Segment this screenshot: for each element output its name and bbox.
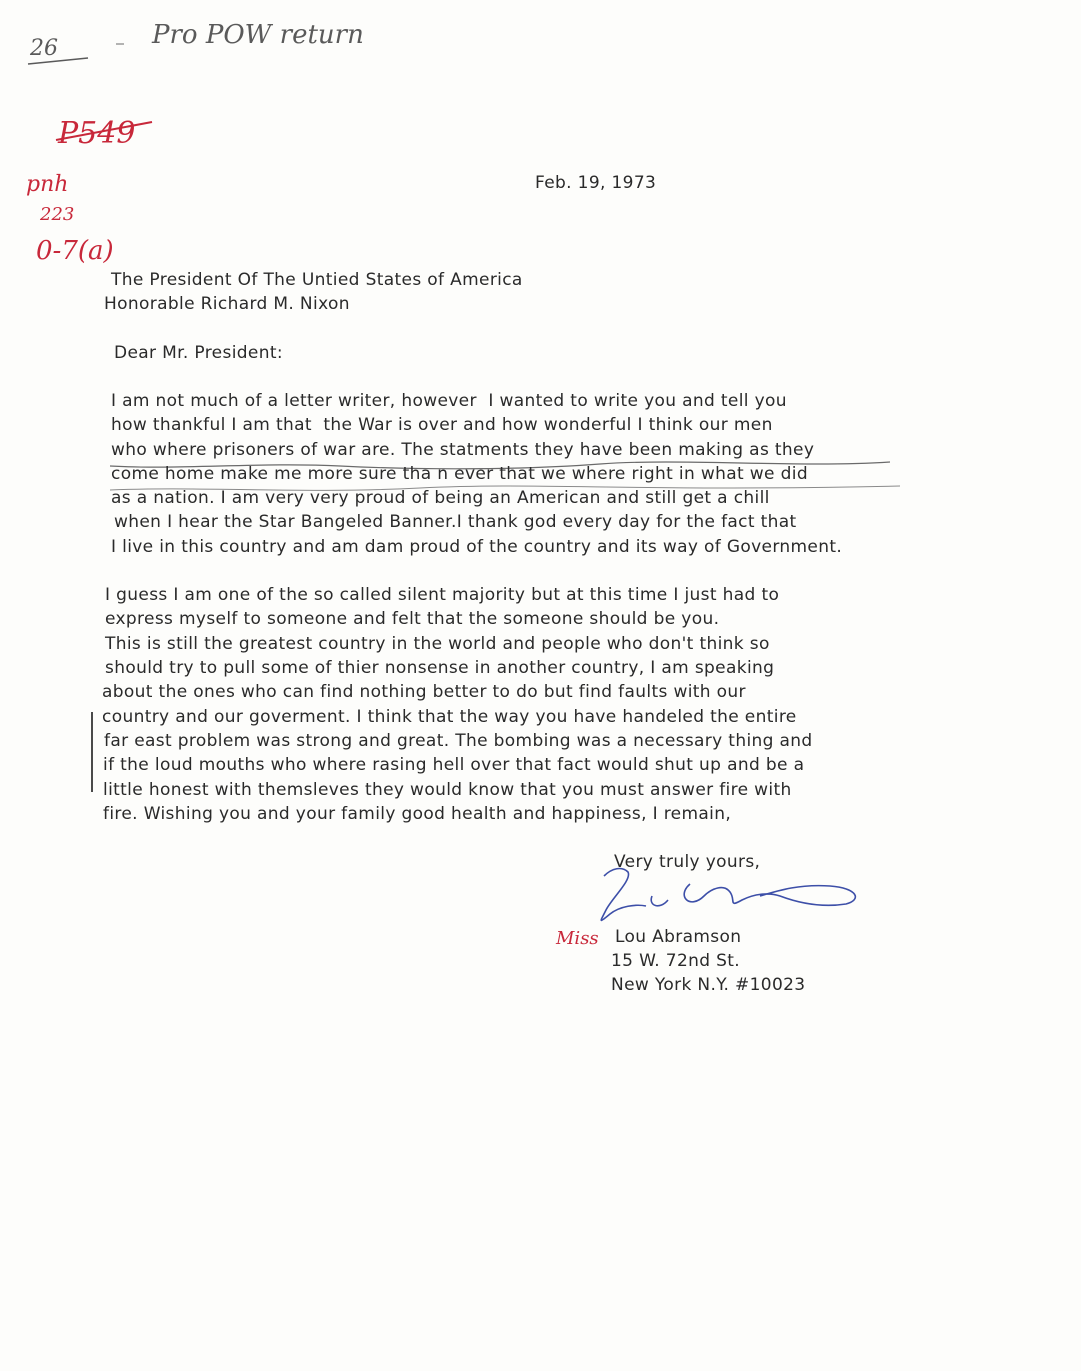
- paragraph-1-line: how thankful I am that the War is over and how wonderful I think our men: [111, 415, 773, 435]
- letter-date: Feb. 19, 1973: [535, 173, 657, 193]
- recipient-line-2: Honorable Richard M. Nixon: [104, 294, 350, 314]
- paragraph-1-line: I live in this country and am dam proud of the country and its way of Government.: [111, 537, 843, 557]
- archive-number-note: 26: [30, 36, 58, 61]
- paragraph-2-line: express myself to someone and felt that the someone should be you.: [105, 609, 720, 629]
- red-strikethrough: [56, 122, 152, 140]
- closing: Very truly yours,: [614, 852, 761, 872]
- paragraph-2-line: This is still the greatest country in the world and people who don't think so: [105, 634, 770, 654]
- paragraph-2-line: fire. Wishing you and your family good health and happiness, I remain,: [103, 804, 732, 824]
- paragraph-2-line: I guess I am one of the so called silent majority but at this time I just had to: [105, 585, 780, 605]
- paragraph-1-line: when I hear the Star Bangeled Banner.I thank god every day for the fact that: [114, 512, 797, 532]
- address-line-2: New York N.Y. #10023: [611, 975, 806, 995]
- pencil-underline: [28, 58, 88, 64]
- paragraph-2-line: little honest with themsleves they would know that you must answer fire with: [103, 780, 792, 800]
- address-line-1: 15 W. 72nd St.: [611, 951, 741, 971]
- struck-code-note: P549: [58, 116, 136, 151]
- signature-mark: [601, 869, 855, 921]
- pro-pow-return-note: Pro POW return: [152, 20, 364, 50]
- paragraph-1-line: I am not much of a letter writer, however I wanted to write you and tell you: [111, 391, 787, 411]
- signature-script: [706, 878, 713, 879]
- signer-name: Lou Abramson: [615, 927, 742, 947]
- recipient-line-1: The President Of The Untied States of America: [111, 270, 523, 290]
- paragraph-1-line: come home make me more sure tha n ever that we where right in what we did: [111, 464, 808, 484]
- red-note-3: 0-7(a): [36, 236, 114, 266]
- red-note-2: 223: [40, 204, 75, 225]
- miss-note: Miss: [556, 928, 599, 949]
- paragraph-2-line: country and our goverment. I think that the way you have handeled the entire: [102, 707, 797, 727]
- salutation: Dear Mr. President:: [114, 343, 283, 363]
- paragraph-2-line: if the loud mouths who where rasing hell over that fact would shut up and be a: [103, 755, 805, 775]
- paragraph-2-line: about the ones who can find nothing better to do but find faults with our: [102, 682, 746, 702]
- paragraph-2-line: far east problem was strong and great. The bombing was a necessary thing and: [104, 731, 813, 751]
- paragraph-2-line: should try to pull some of thier nonsense in another country, I am speaking: [105, 658, 775, 678]
- paragraph-1-line: as a nation. I am very very proud of being an American and still get a chill: [111, 488, 770, 508]
- red-note-1: pnh: [26, 172, 69, 197]
- paragraph-1-line: who where prisoners of war are. The statments they have been making as they: [111, 440, 815, 460]
